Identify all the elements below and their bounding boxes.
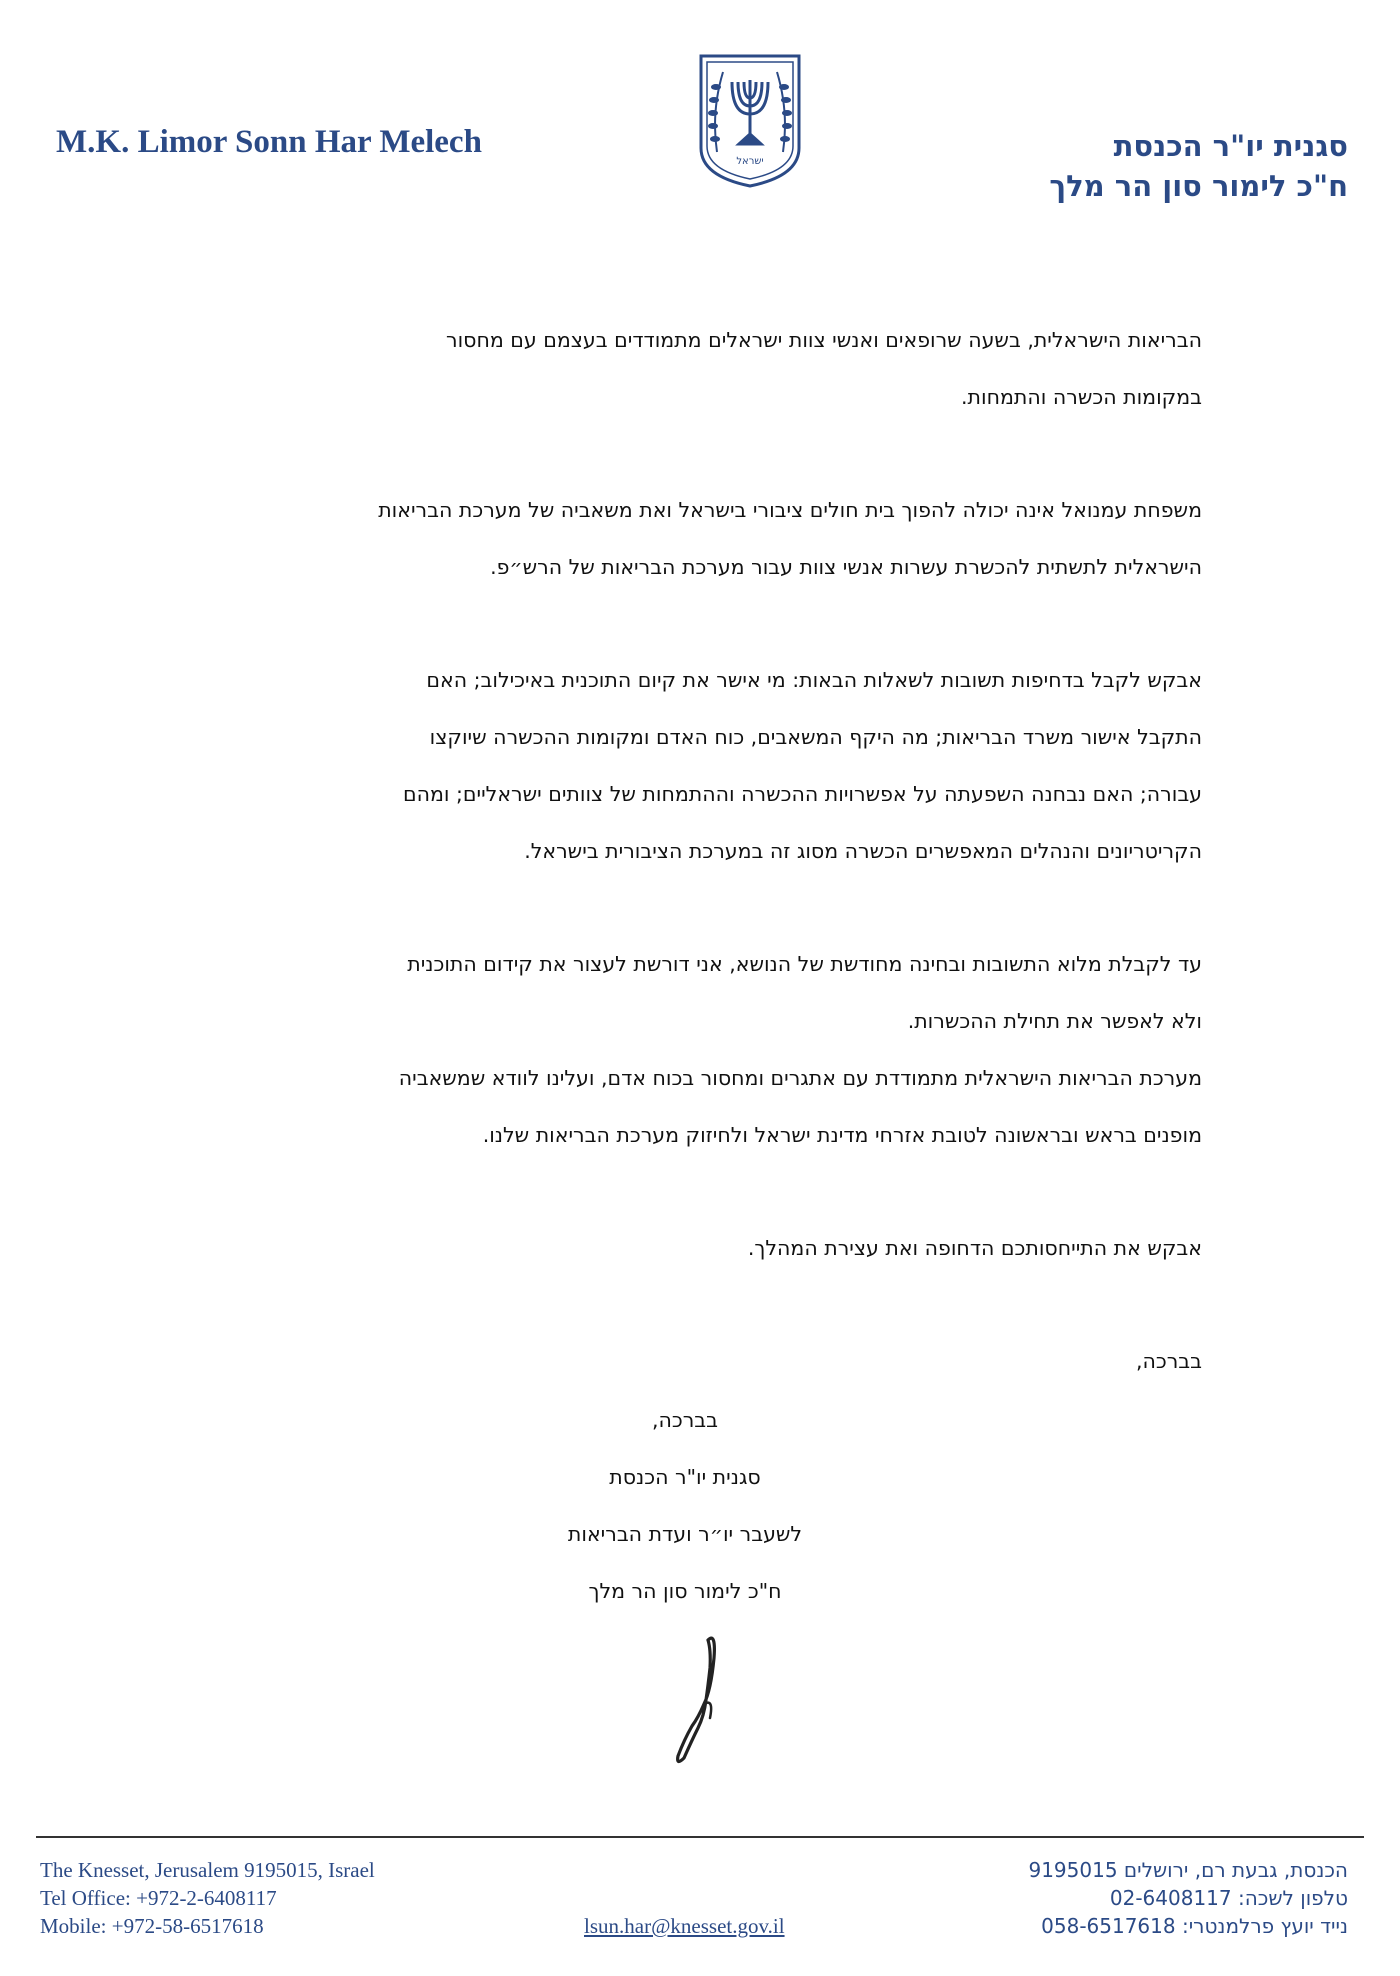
body-line: הבריאות הישראלית, בשעה שרופאים ואנשי צוות ישראלים מתמודדים בעצמם עם מחסור [446,328,1202,352]
menorah-emblem-icon [695,52,805,190]
mk-english-name: M.K. Limor Sonn Har Melech [56,124,482,160]
body-line: ולא לאפשר את תחילת ההכשרות. [907,1009,1202,1033]
body-line: עד לקבלת מלוא התשובות ובחינה מחודשת של הנושא, אני דורשת לעצור את קידום התוכנית [407,952,1202,976]
signature-closing: בברכה, [651,1408,719,1432]
hebrew-name: ח"כ לימור סון הר מלך [1049,169,1348,203]
footer-english-contact [40,1856,375,1940]
emblem-caption: ישראל [736,156,764,167]
body-line: התקבל אישור משרד הבריאות; מה היקף המשאבים, כוח האדם ומקומות ההכשרה שיוקצו [429,725,1202,749]
paragraph-gap [202,1277,1202,1333]
letter-body [202,312,1202,1390]
body-line: אבקש לקבל בדחיפות תשובות לשאלות הבאות: מי אישר את קיום התוכנית באיכילוב; האם [426,668,1202,692]
closing-greeting: בברכה, [1135,1349,1202,1373]
signature-former-role: לשעבר יו״ר ועדת הבריאות [567,1522,803,1546]
footer-email-link[interactable]: lsun.har@knesset.gov.il [584,1914,785,1938]
signature-block [500,1392,870,1620]
hebrew-title: סגנית יו"ר הכנסת [1113,129,1348,163]
paragraph-gap [202,426,1202,482]
body-line: עבורה; האם נבחנה השפעתה על אפשרויות ההכשרה וההתמחות של צוותים ישראליים; ומהם [402,782,1202,806]
footer-en-office-phone: Tel Office: +972-2-6408117 [40,1886,277,1910]
footer-en-address: The Knesset, Jerusalem 9195015, Israel [40,1858,375,1882]
body-line: הישראלית לתשתית להכשרת עשרות אנשי צוות עבור מערכת הבריאות של הרש״פ. [490,555,1202,579]
body-line: מערכת הבריאות הישראלית מתמודדת עם אתגרים ומחסור בכוח אדם, ועלינו לוודא שמשאביה [398,1066,1202,1090]
body-line: אבקש את התייחסותכם הדחופה ואת עצירת המהלך. [747,1236,1202,1260]
body-line: הקריטריונים והנהלים המאפשרים הכשרה מסוג זה במערכת הציבורית בישראל. [524,839,1202,863]
paragraph-gap [202,1164,1202,1220]
body-line: במקומות הכשרה והתמחות. [961,385,1202,409]
footer-hebrew-contact [1028,1856,1348,1940]
footer-he-address: הכנסת, גבעת רם, ירושלים 9195015 [1028,1858,1348,1882]
mk-hebrew-header [1049,126,1348,206]
handwritten-signature-icon [648,1628,738,1778]
signature-title: סגנית יו"ר הכנסת [609,1465,761,1489]
footer-he-mobile: נייד יועץ פרלמנטרי: 058-6517618 [1041,1914,1348,1938]
signature-name: ח"כ לימור סון הר מלך [588,1579,782,1603]
footer-divider [36,1836,1364,1838]
paragraph-gap [202,596,1202,652]
body-line: משפחת עמנואל אינה יכולה להפוך בית חולים ציבורי בישראל ואת משאביה של מערכת הבריאות [378,498,1202,522]
body-line: מופנים בראש ובראשונה לטובת אזרחי מדינת ישראל ולחיזוק מערכת הבריאות שלנו. [482,1123,1202,1147]
paragraph-gap [202,880,1202,936]
footer-he-office-phone: טלפון לשכה: 02-6408117 [1109,1886,1348,1910]
footer-en-mobile: Mobile: +972-58-6517618 [40,1914,264,1938]
